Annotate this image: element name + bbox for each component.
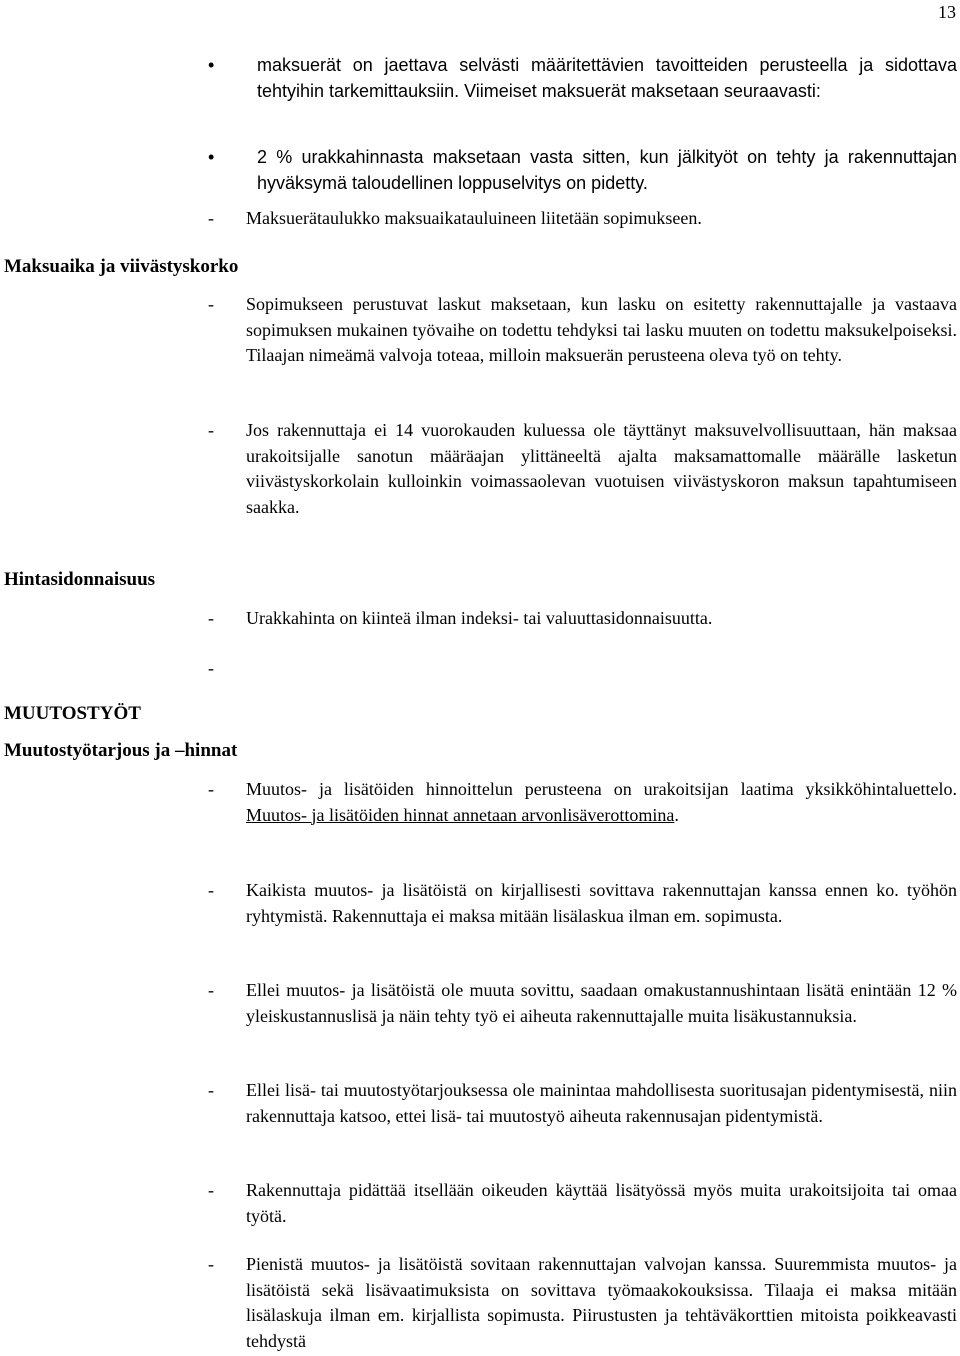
dash-marker: - [208,420,214,440]
dash-marker: - [208,1080,214,1100]
dash-marker: - [208,1254,214,1274]
paragraph-sopimukseen: - Sopimukseen perustuvat laskut maksetaan, kun lasku on esitetty rakennuttajalle ja vastaava sopimuksen mukainen työvaihe on todettu tehdyksi tai lasku muuten on todettu maksukelpoiseksi. Tilaajan nimeämä valvoja toteaa, milloin maksuerän perusteena oleva työ on tehty. [208,294,957,365]
paragraph-rakennuttaja: - Rakennuttaja pidättää itsellään oikeuden käyttää lisätyössä myös muita urakoitsijoita tai omaa työtä. [208,1180,957,1226]
dash-marker: - [208,779,214,799]
dash-marker: - [208,1180,214,1200]
dash-marker: - [208,208,214,228]
bullet-item [208,145,957,196]
heading-muutostyotarjous: Muutostyötarjous ja –hinnat [4,740,238,761]
bullet-text: maksuerät on jaettava selvästi määritettävien tavoitteiden perusteella ja sidottava tehtyihin tarkemittauksiin. Viimeiset maksuerät maksetaan seuraavasti: [257,55,957,101]
bullet-text: 2 % urakkahinnasta maksetaan vasta sitten, kun jälkityöt on tehty ja rakennuttajan hyväksymä taloudellinen loppuselvitys on pidetty. [257,147,957,193]
dash-marker: - [208,608,214,628]
page-number: 13 [938,2,956,22]
dash-marker: - [208,980,214,1000]
heading-maksuaika: Maksuaika ja viivästyskorko [4,256,239,277]
bullet-item [208,53,957,104]
heading-muutostyot: MUUTOSTYÖT [4,703,141,724]
heading-hintasidonnaisuus: Hintasidonnaisuus [4,569,156,590]
paragraph-muutos: - Muutos- ja lisätöiden hinnoittelun perusteena on urakoitsijan laatima yksikköhintaluettelo. Muutos- ja lisätöiden hinnat annetaan arvonlisäverottomina. [208,779,957,825]
paragraph-kaikista: - Kaikista muutos- ja lisätöistä on kirjallisesti sovittava rakennuttajan kanssa ennen ko. työhön ryhtymistä. Rakennuttaja ei maksa mitään lisälaskua ilman em. sopimusta. [208,880,957,926]
underlined-text: Muutos- ja lisätöiden hinnat annetaan arvonlisäverottomina [246,804,675,825]
dash-marker: - [208,294,214,314]
paragraph-urakkahinta: - Urakkahinta on kiinteä ilman indeksi- tai valuuttasidonnaisuutta. [208,606,957,632]
dash-marker: - [208,880,214,900]
bullet-dot-icon: • [208,147,215,167]
paragraph-ellei-2: - Ellei lisä- tai muutostyötarjouksessa ole mainintaa mahdollisesta suoritusajan pidentymisestä, niin rakennuttaja katsoo, ettei lisä- tai muutostyö aiheuta rakennusajan pidentymistä. [208,1080,957,1126]
paragraph-maksueratauluk: - Maksuerätaulukko maksuaikatauluineen liitetään sopimukseen. [208,206,957,232]
dash-marker: - [208,658,214,678]
paragraph-jos: - Jos rakennuttaja ei 14 vuorokauden kuluessa ole täyttänyt maksuvelvollisuuttaan, hän maksaa urakoitsijalle sanotun määräajan ylittäneeltä ajalta maksamattomalle määrälle lasketun viivästyskorkolain kulloinkin voimassaolevan vuotuisen viivästyskoron maksun tapahtumiseen saakka. [208,420,957,517]
paragraph-ellei-1: - Ellei muutos- ja lisätöistä ole muuta sovittu, saadaan omakustannushintaan lisätä enintään 12 % yleiskustannuslisä ja näin tehty työ ei aiheuta rakennuttajalle muita lisäkustannuksia. [208,980,957,1026]
paragraph-pienista: - Pienistä muutos- ja lisätöistä sovitaan rakennuttajan valvojan kanssa. Suuremmista muutos- ja lisätöistä sekä lisävaatimuksista on sovittava työmaakokouksissa. Tilaaja ei maksa mitään lisälaskuja ilman em. kirjallista sopimusta. Piirustusten ja tehtäväkorttien mitoista poikkeavasti tehdystä [208,1254,957,1351]
bullet-dot-icon: • [208,55,215,75]
